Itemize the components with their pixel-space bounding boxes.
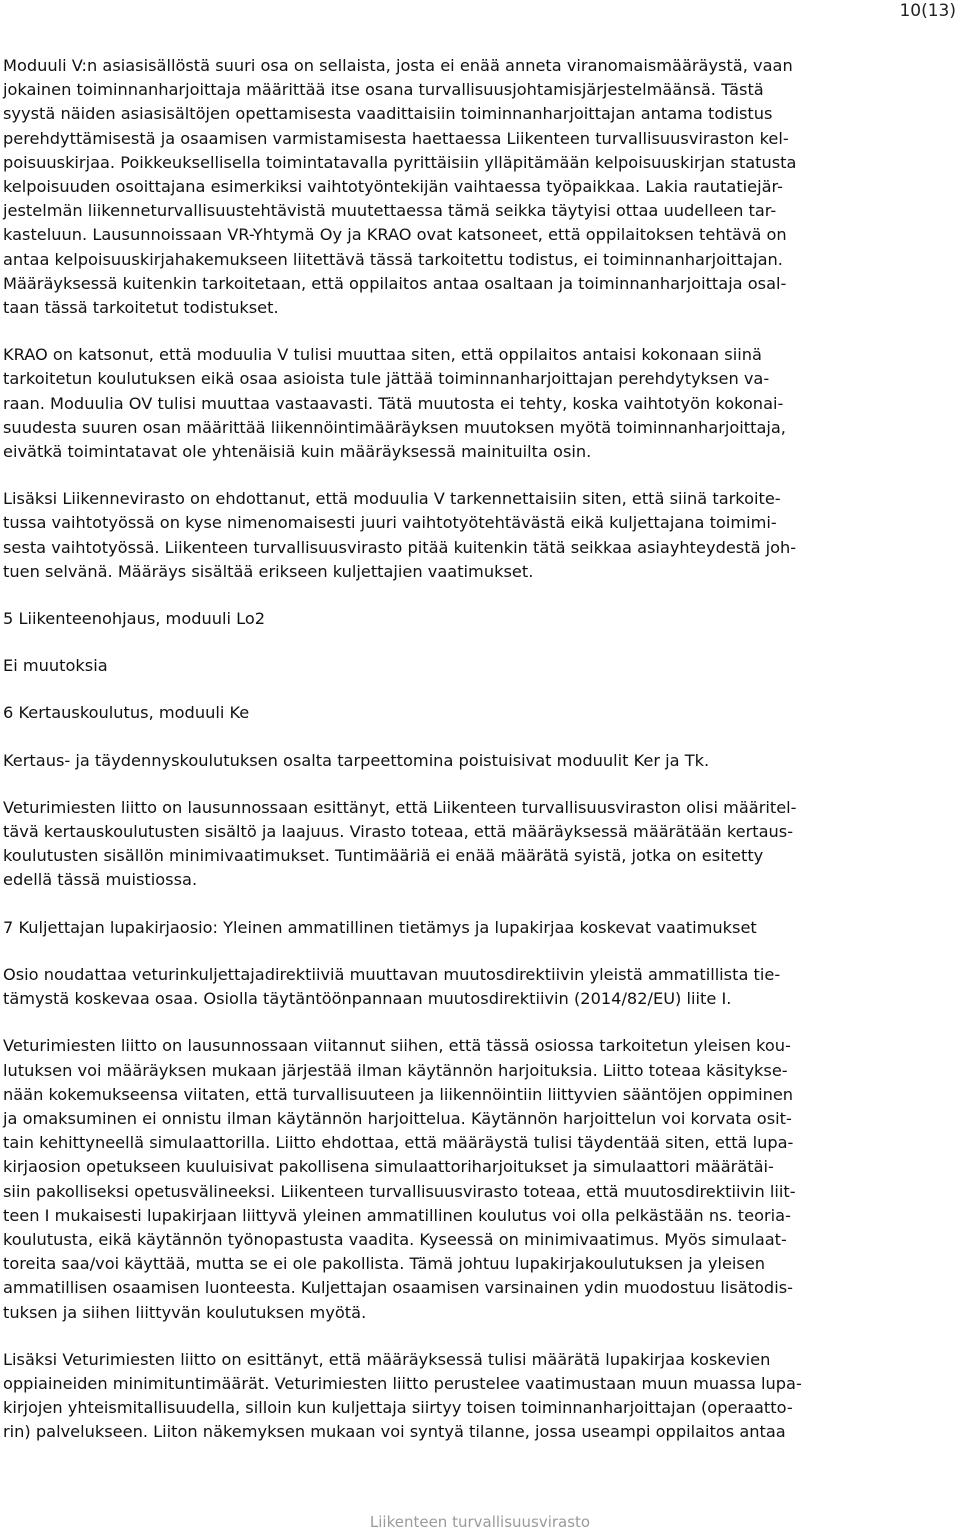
- heading-section-5: 5 Liikenteenohjaus, moduuli Lo2: [3, 609, 266, 629]
- paragraph-veturimiesten-1: Veturimiesten liitto on lausunnossaan esittänyt, että Liikenteen turvallisuusviraston olisi määritel- tävä kertauskoulutusten sisältö ja laajuus. Virasto toteaa, että määräyksessä määrätään kertaus- koulutusten sisällön minimivaatimukset. Tuntimääriä ei enää määrätä syistä, jotka on esitetty edellä tässä muistiossa.: [3, 797, 797, 890]
- paragraph-module-v: Moduuli V:n asiasisällöstä suuri osa on sellaista, josta ei enää anneta viranomaismääräystä, vaan jokainen toiminnanharjoittaja määrittää itse osana turvallisuusjohtamisjärjestelmäänsä. Tästä syystä näiden asiasisältöjen opettamisesta vaadittaisiin toiminnanharjoittajan antama todistus perehdyttämisestä ja osaamisen varmistamisesta haettaessa Liikenteen turvallisuusviraston kel- poisuuskirjaa. Poikkeuksellisella toimintatavalla pyrittäisiin ylläpitämään kelpoisuuskirjan statusta kelpoisuuden osoittajana esimerkiksi vaihtotyöntekijän vaihtaessa työpaikkaa. Lakia rautatiejär- jestelmän liikenneturvallisuustehtävistä muutettaessa tämä seikka täytyisi ottaa uudelleen tar- kasteluun. Lausunnoissaan VR-Yhtymä Oy ja KRAO ovat katsoneet, että oppilaitoksen tehtävä on antaa kelpoisuuskirjahakemukseen liitettävä tässä tarkoitettu todistus, ei toiminnanharjoittajan. Määräyksessä kuitenkin tarkoitetaan, että oppilaitos antaa osaltaan ja toiminnanharjoittaja osal- taan tässä tarkoitetut todistukset.: [3, 56, 797, 318]
- paragraph-directive: Osio noudattaa veturinkuljettajadirektiiviä muuttavan muutosdirektiivin yleistä ammatillista tie- tämystä koskevaa osaa. Osiolla täytäntöönpannaan muutosdirektiivin (2014/82/EU) liite I.: [3, 964, 781, 1009]
- heading-section-7: 7 Kuljettajan lupakirjaosio: Yleinen ammatillinen tietämys ja lupakirjaa koskevat vaatimukset: [3, 917, 757, 937]
- heading-section-6: 6 Kertauskoulutus, moduuli Ke: [3, 703, 250, 723]
- page-number: 10(13): [899, 1, 956, 21]
- paragraph-no-changes: Ei muutoksia: [3, 656, 108, 676]
- document-body: [3, 54, 953, 1445]
- paragraph-refresher: Kertaus- ja täydennyskoulutuksen osalta tarpeettomina poistuisivat moduulit Ker ja Tk.: [3, 750, 710, 770]
- paragraph-liikennevirasto: Lisäksi Liikennevirasto on ehdottanut, että moduulia V tarkennettaisiin siten, että siinä tarkoite- tussa vaihtotyössä on kyse nimenomaisesti juuri vaihtotyötehtävästä eikä kuljettajana toimimi- sesta vaihtotyössä. Liikenteen turvallisuusvirasto pitää kuitenkin tätä seikkaa asiayhteydestä joh- tuen selvänä. Määräys sisältää erikseen kuljettajien vaatimukset.: [3, 489, 797, 581]
- paragraph-veturimiesten-2: Veturimiesten liitto on lausunnossaan viitannut siihen, että tässä osiossa tarkoitetun yleisen kou- lutuksen voi määräyksen mukaan järjestää ilman käytännön harjoituksia. Liitto toteaa käsitykse- nään kokemukseensa viitaten, että turvallisuuteen ja liikennöintiin liittyvien sääntöjen oppiminen ja omaksuminen ei onnistu ilman käytännön harjoittelua. Käytännön harjoittelun voi korvata osit- tain kehittyneellä simulaattorilla. Liitto ehdottaa, että määräystä tulisi täydentää siten, että lupa- kirjaosion opetukseen kuuluisivat pakollisena simulaattoriharjoitukset ja simulaattori määrätäi- siin pakolliseksi opetusvälineeksi. Liikenteen turvallisuusvirasto toteaa, että muutosdirektiivin liit- teen I mukaisesti lupakirjaan liittyvä yleinen ammatillinen koulutus voi olla pelkästään ns. teoria- koulutusta, eikä käytännön työnopastusta vaadita. Kyseessä on minimivaatimus. Myös simulaat- toreita saa/voi käyttää, mutta se ei ole pakollista. Tämä johtuu lupakirjakoulutuksen ja yleisen ammatillisen osaamisen luonteesta. Kuljettajan osaamisen varsinainen ydin muodostuu lisätodis- tuksen ja siihen liittyvän koulutuksen myötä.: [3, 1036, 796, 1322]
- paragraph-krao: KRAO on katsonut, että moduulia V tulisi muuttaa siten, että oppilaitos antaisi kokonaan siinä tarkoitetun koulutuksen eikä osaa asioista tule jättää toiminnanharjoittajan perehdytyksen va- raan. Moduulia OV tulisi muuttaa vastaavasti. Tätä muutosta ei tehty, koska vaihtotyön kokonai- suudesta suuren osan määrittää liikennöintimääräyksen muutoksen myötä toiminnanharjoittaja, eivätkä toimintatavat ole yhtenäisiä kuin määräyksessä mainituilta osin.: [3, 345, 786, 462]
- footer-organization: Liikenteen turvallisuusvirasto: [369, 1513, 591, 1531]
- paragraph-veturimiesten-3: Lisäksi Veturimiesten liitto on esittänyt, että määräyksessä tulisi määrätä lupakirjaa koskevien oppiaineiden minimituntimäärät. Veturimiesten liitto perustelee vaatimustaan muun muassa lupa- kirjojen yhteismitallisuudella, silloin kun kuljettaja siirtyy toisen toiminnanharjoittajan (operaatto- rin) palvelukseen. Liiton näkemyksen mukaan voi syntyä tilanne, jossa useampi oppilaitos antaa: [3, 1349, 802, 1442]
